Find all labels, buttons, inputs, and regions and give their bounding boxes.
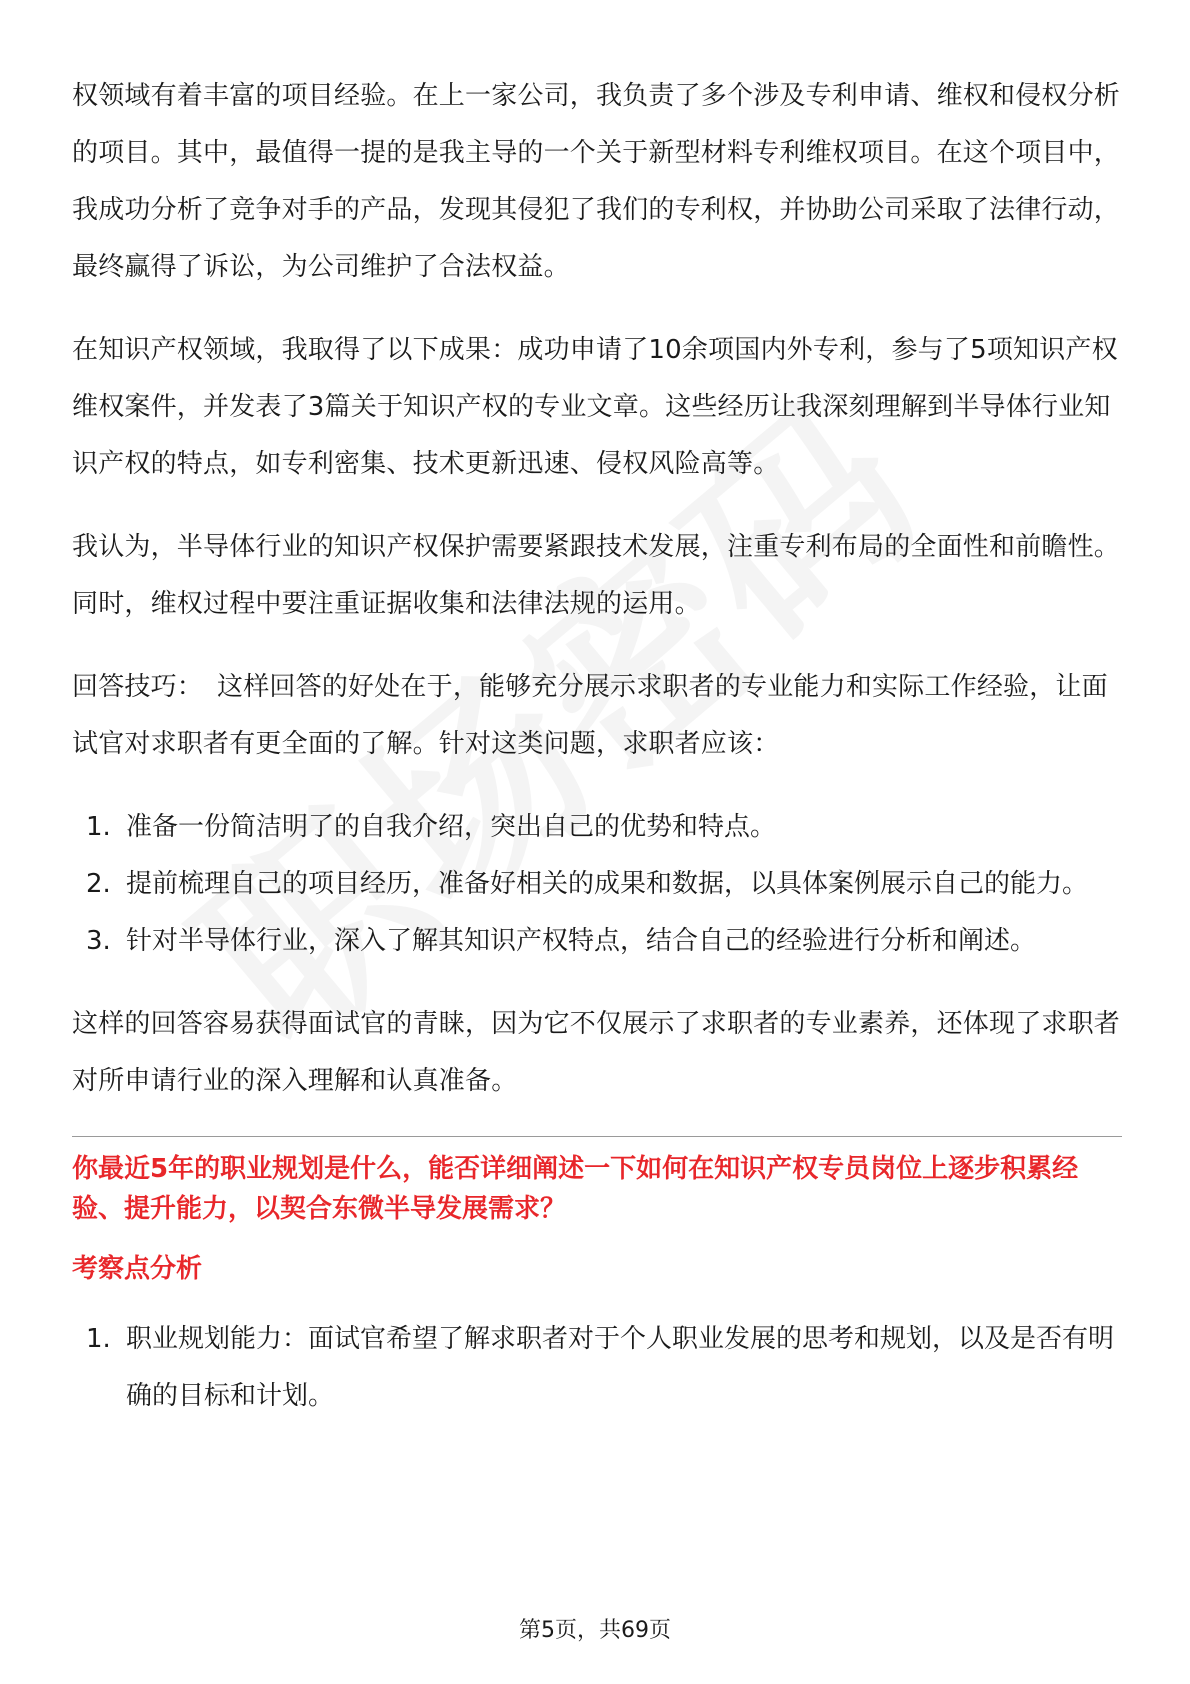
list-item — [72, 856, 1122, 913]
list-item-text: 职业规划能力：面试官希望了解求职者对于个人职业发展的思考和规划，以及是否有明确的目标和计划。 — [126, 1324, 1115, 1411]
section-divider — [72, 1136, 1122, 1137]
answer-tips-text: 这样回答的好处在于，能够充分展示求职者的专业能力和实际工作经验，让面试官对求职者有更全面的了解。针对这类问题，求职者应该： — [72, 672, 1108, 759]
list-item-text: 针对半导体行业，深入了解其知识产权特点，结合自己的经验进行分析和阐述。 — [126, 926, 1037, 956]
paragraph-achievements: 在知识产权领域，我取得了以下成果：成功申请了10余项国内外专利，参与了5项知识产权维权案件，并发表了3篇关于知识产权的专业文章。这些经历让我深刻理解到半导体行业知识产权的特点，如专利密集、技术更新迅速、侵权风险高等。 — [72, 335, 1118, 479]
list-item — [72, 913, 1122, 970]
answer-tips-label: 回答技巧： — [72, 672, 204, 702]
paragraph-experience: 权领域有着丰富的项目经验。在上一家公司，我负责了多个涉及专利申请、维权和侵权分析的项目。其中，最值得一提的是我主导的一个关于新型材料专利维权项目。在这个项目中，我成功分析了竞争对手的产品，发现其侵犯了我们的专利权，并协助公司采取了法律行动，最终赢得了诉讼，为公司维护了合法权益。 — [72, 81, 1121, 282]
list-item-text: 准备一份简洁明了的自我介绍，突出自己的优势和特点。 — [126, 812, 777, 842]
list-number: 3. — [86, 926, 111, 956]
list-number: 2. — [86, 869, 111, 899]
interview-question: 你最近5年的职业规划是什么，能否详细阐述一下如何在知识产权专员岗位上逐步积累经验、提升能力，以契合东微半导发展需求？ — [72, 1154, 1079, 1224]
document-body — [72, 68, 1122, 1451]
paragraph-closing: 这样的回答容易获得面试官的青睐，因为它不仅展示了求职者的专业素养，还体现了求职者对所申请行业的深入理解和认真准备。 — [72, 1009, 1121, 1096]
list-number: 1. — [86, 1324, 111, 1354]
list-item-text: 提前梳理自己的项目经历，准备好相关的成果和数据，以具体案例展示自己的能力。 — [126, 869, 1089, 899]
paragraph-answer-tips — [72, 659, 1122, 773]
tips-list — [72, 799, 1122, 970]
analysis-list — [72, 1311, 1122, 1425]
paragraph-opinion: 我认为，半导体行业的知识产权保护需要紧跟技术发展，注重专利布局的全面性和前瞻性。同时，维权过程中要注重证据收集和法律法规的运用。 — [72, 532, 1121, 619]
page-footer: 第5页，共69页 — [519, 1618, 671, 1643]
analysis-title: 考察点分析 — [72, 1254, 203, 1284]
list-number: 1. — [86, 812, 111, 842]
list-item — [72, 799, 1122, 856]
list-item — [72, 1311, 1122, 1425]
